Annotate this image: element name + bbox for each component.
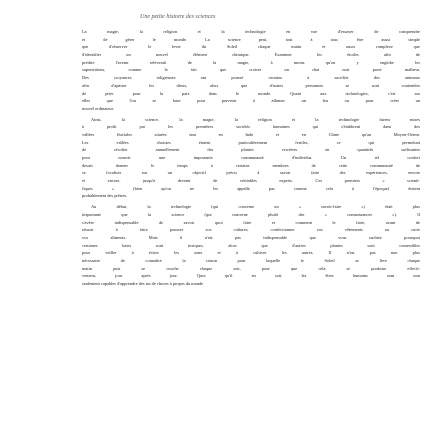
text-line: devait donner le temps à certains membres de cette communauté de [82, 162, 420, 168]
paragraph [82, 116, 420, 201]
text-line: seulement capables d'apprendre des tas de choses à propos du monde [82, 281, 204, 286]
text-line: à profit par les premières sociétés humaines qui s'établirent dans des [82, 124, 420, 130]
text-line: matin puis se couche chaque soir, pour que cela se produise effecti- [82, 265, 420, 271]
text-line: certaines baies sont toxiques, alors que d'autres plantes sont comestibles [82, 242, 420, 248]
text-line: importante que la science (qui concerne plutôt des « connaissances »). Il [82, 211, 420, 217]
text-line: afin d'apaiser les dieux, alors que d'autres personnes se sont contentées [82, 82, 420, 88]
text-line: d'identifier un nouvel élément chimique. Examiner les étoiles afin de [82, 52, 420, 58]
running-head: Une petite histoire des sciences [140, 14, 216, 20]
text-line: nécessaire de connaître la raison pour laquelle le Soleil se lève chaque [82, 257, 420, 263]
text-line: vos aliments. Mais il n'est pas indispensable que vous sachiez pourquoi [82, 234, 420, 240]
text-line: Au début, la technologie (qui concerne un « savoir-faire ») était plus [91, 204, 420, 210]
text-line: pour nourrir une importante communauté d'individus. Un tel confort [82, 155, 420, 160]
text-line: se focaliser sur un objectif précis à savoir faire des expériences, encore [82, 170, 420, 176]
text-line: Ainsi, la science, la magie, la religion et la technologie furent mises [91, 116, 420, 122]
text-line: La magie, la religion et la technologie en vue d'essayer de comprendre [82, 29, 420, 34]
text-line: elles que l'on se base pour parvenir à allumer un feu ou pour créer un [82, 98, 420, 104]
paragraph [82, 28, 420, 113]
text-line: vement, jour après jour. Quoi qu'il en soit, les êtres humains sont non [82, 273, 420, 279]
text-line: que d'observer le lever du Soleil chaque matin et aussi complexe que [82, 44, 420, 50]
text-line: probablement des prêtres. [82, 193, 128, 199]
text-line: réussir à faire pousser vos cultures, confectionner vos vêtements ou cuire [82, 227, 420, 233]
text-line: de récolter annuellement des plantes vivrières en quantités suffisantes [82, 147, 420, 153]
paragraph [82, 203, 420, 288]
text-line: et de gérer le monde. La science peut, tout à tour, être aussi simple [82, 36, 420, 42]
text-line: vallées fluviales situées tant en Inde et en Chine qu'au Moyen-Orient. [82, 131, 420, 137]
text-line: Les vallées choisies étaient particulièrement fertiles, ce qui permettait [82, 139, 420, 145]
text-line: s'avère indispensable de savoir quoi faire et comment le faire, avant de [82, 219, 420, 225]
text-line: et encore, jusqu'à devenir de véritables experts. Ces premiers « scienti- [82, 178, 420, 184]
text-line: nouvel ordinateur. [82, 105, 114, 111]
text-line: pour veiller à éviter les unes et à cultiver les autres. Il n'est pas non plus [82, 250, 420, 256]
text-line: fiques » (bien qu'on ne les appelât pas comme cela à l'époque) étaient [82, 185, 420, 191]
text-line: Des croyances religieuses ont poussé certains à sacrifier des animaux [82, 75, 420, 81]
text-line: prédire l'avenir relèverait de la magie, à moins qu'on y englobe les [82, 59, 420, 65]
body-text [82, 28, 420, 288]
text-line: de prier pour la paix dans le monde. Quant aux technologies, c'est sur [82, 90, 420, 96]
text-line: superstitions, comme le fait que croiser un chat noir porte malheur. [82, 67, 420, 73]
